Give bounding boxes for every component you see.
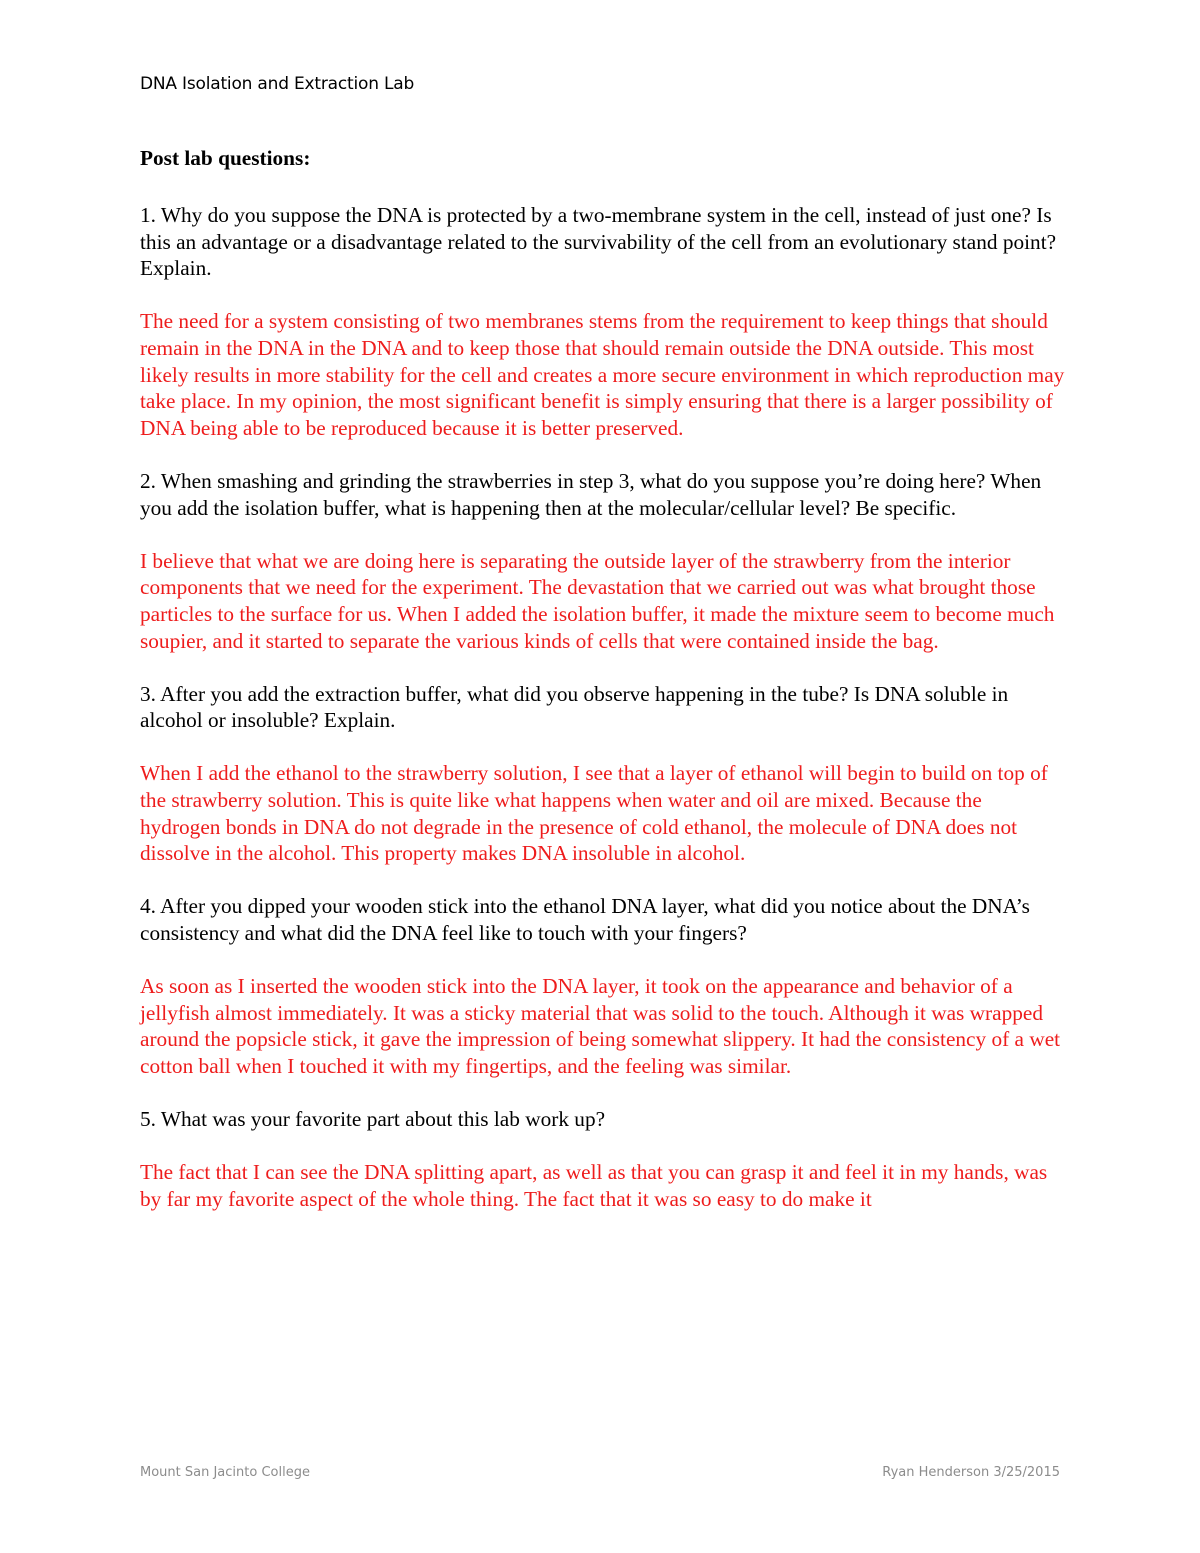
answer-3: When I add the ethanol to the strawberry solution, I see that a layer of ethanol will begin to build on top of the strawberry solution. This is quite like what happens when water and oil are mixed. Because the hydrogen bonds in DNA do not degrade in the presence of cold ethanol, the molecule of DNA does not dissolve in the alcohol. This property makes DNA insoluble in alcohol. [140,761,1048,866]
answer-4: As soon as I inserted the wooden stick into the DNA layer, it took on the appearance and behavior of a jellyfish almost immediately. It was a sticky material that was solid to the touch. Although it was wrapped around the popsicle stick, it gave the impression of being somewhat slippery. It had the consistency of a wet cotton ball when I touched it with my fingertips, and the feeling was similar. [140,974,1061,1078]
document-body [140,140,1065,1239]
footer-college: Mount San Jacinto College [140,1465,310,1480]
question-2: 2. When smashing and grinding the strawberries in step 3, what do you suppose you’re doing here? When you add the isolation buffer, what is happening then at the molecular/cellular level? Be specific. [140,468,1042,520]
answer-2: I believe that what we are doing here is separating the outside layer of the strawberry from the interior components that we need for the experiment. The devastation that we carried out was what brought those particles to the surface for us. When I added the isolation buffer, it made the mixture seem to become much soupier, and it started to separate the various kinds of cells that were contained inside the bag. [140,548,1055,653]
footer-author-date: Ryan Henderson 3/25/2015 [882,1465,1060,1480]
answer-5: The fact that I can see the DNA splitting apart, as well as that you can grasp it and feel it in my hands, was by far my favorite aspect of the whole thing. The fact that it was so easy to do make it [140,1160,1048,1211]
answer-1: The need for a system consisting of two membranes stems from the requirement to keep things that should remain in the DNA in the DNA and to keep those that should remain outside the DNA outside. This most likely results in more stability for the cell and creates a more secure environment in which reproduction may take place. In my opinion, the most significant benefit is simply ensuring that there is a larger possibility of DNA being able to be reproduced because it is better preserved. [140,309,1065,440]
question-5: 5. What was your favorite part about this lab work up? [140,1107,606,1132]
question-3: 3. After you add the extraction buffer, what did you observe happening in the tube? Is DNA soluble in alcohol or insoluble? Explain. [140,681,1009,733]
question-1: 1. Why do you suppose the DNA is protected by a two-membrane system in the cell, instead of just one? Is this an advantage or a disadvantage related to the survivability of the cell from an evolutionary stand point? Explain. [140,203,1057,281]
document-header-title: DNA Isolation and Extraction Lab [140,74,415,94]
section-title: Post lab questions: [140,146,311,170]
question-4: 4. After you dipped your wooden stick into the ethanol DNA layer, what did you notice about the DNA’s consistency and what did the DNA feel like to touch with your fingers? [140,894,1030,946]
